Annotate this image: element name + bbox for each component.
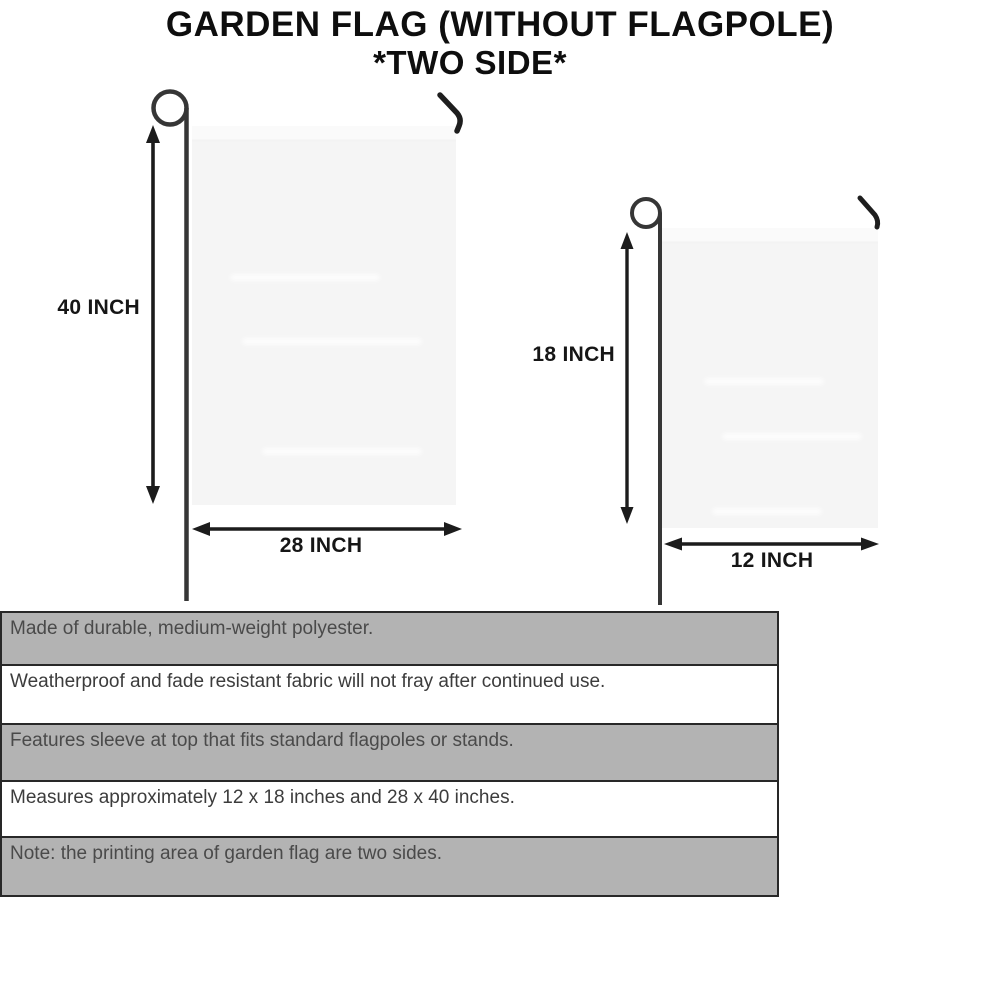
small-flag-hook-icon [860,198,878,227]
large-flag-hook-icon [440,95,460,131]
small-flag-height-label: 18 INCH [532,343,615,366]
large-flag-height-label: 40 INCH [57,296,140,319]
page-title: GARDEN FLAG (WITHOUT FLAGPOLE) [165,5,835,44]
feature-list [0,611,779,897]
page-subtitle: *TWO SIDE* [373,44,567,81]
large-flagpole-loop-icon [154,92,187,125]
feature-row: Note: the printing area of garden flag are two sides. [2,838,777,895]
large-flag-height-arrow [146,125,160,504]
feature-row: Made of durable, medium-weight polyester. [2,613,777,666]
small-flagpole-loop-icon [632,199,660,227]
feature-row: Weatherproof and fade resistant fabric will not fray after continued use. [2,666,777,725]
feature-row: Features sleeve at top that fits standard flagpoles or stands. [2,725,777,782]
small-flag-width-label: 12 INCH [730,549,814,572]
large-flag-width-label: 28 INCH [279,534,363,557]
small-flag-height-arrow [621,232,634,524]
feature-row: Measures approximately 12 x 18 inches and 28 x 40 inches. [2,782,777,838]
